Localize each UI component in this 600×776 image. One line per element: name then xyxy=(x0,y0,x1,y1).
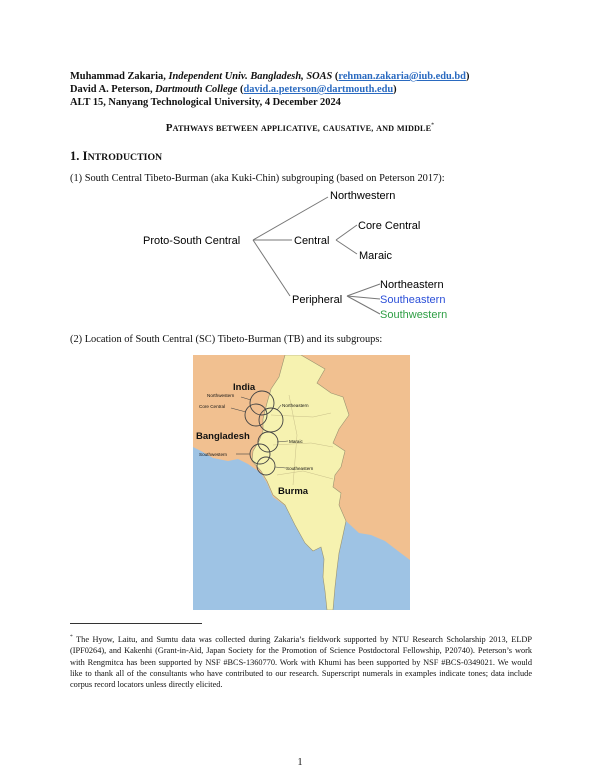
title-footnote-mark[interactable]: * xyxy=(431,122,435,129)
example-2-label: (2) Location of South Central (SC) Tibeto-Burman (TB) and its subgroups: xyxy=(70,334,383,345)
page-number: 1 xyxy=(297,757,303,768)
footnote-mark: * xyxy=(70,634,73,640)
map-label-maraic: Maraic xyxy=(289,439,303,444)
tree-edge-central-corecentral xyxy=(336,225,357,240)
footnote xyxy=(70,632,532,691)
node-proto-south-central: Proto-South Central xyxy=(143,235,241,247)
map-label-bangladesh: Bangladesh xyxy=(196,431,250,442)
author-line-1: Muhammad Zakaria, Independent Univ. Bangladesh, SOAS (rehman.zakaria@iub.edu.bd) xyxy=(70,71,470,82)
map-label-northeastern: Northeastern xyxy=(282,403,309,408)
conference-line: ALT 15, Nanyang Technological University, 4 December 2024 xyxy=(70,97,341,108)
author-block xyxy=(70,70,540,109)
map-label-southwestern: Southwestern xyxy=(199,452,228,457)
map-label-northwestern: Northwestern xyxy=(207,393,235,398)
email-link-peterson[interactable]: david.a.peterson@dartmouth.edu xyxy=(243,84,394,95)
node-maraic: Maraic xyxy=(359,250,393,262)
paper-title xyxy=(70,122,530,134)
node-southwestern: Southwestern xyxy=(380,309,448,321)
author-line-2: David A. Peterson, Dartmouth College (david.a.peterson@dartmouth.edu) xyxy=(70,84,397,95)
node-northeastern: Northeastern xyxy=(380,279,444,291)
tree-edge-root-northwestern xyxy=(253,197,328,240)
footnote-text: The Hyow, Laitu, and Sumtu data was collected during Zakaria’s fieldwork supported by NTU Research Scholarship 2013, ELDP (IPF0264), and Kakenhi (Grant-in-Aid, Japan Society for the Promotion of Science Postdoctoral Fellowship, P20740). Peterson’s work with Rengmitca has been supported by NSF #BCS-1360770. Work with Khumi has been supported by NSF #BCS-0349021. We would like to thank all of the consultants who have contributed to our research. Superscript numerals in examples indicate tones; data include corpus record locators unless directly elicited. xyxy=(70,634,532,690)
paper-title-text: PATHWAYS BETWEEN APPLICATIVE, CAUSATIVE, AND MIDDLE xyxy=(165,122,432,134)
map-label-burma: Burma xyxy=(278,486,309,497)
location-map xyxy=(193,355,410,610)
section-heading-text: INTRODUCTION xyxy=(82,148,163,163)
tree-edge-root-peripheral xyxy=(253,240,290,296)
map-label-india: India xyxy=(233,382,256,393)
node-northwestern: Northwestern xyxy=(330,190,396,202)
tree-edge-peripheral-northeastern xyxy=(347,284,380,296)
node-central: Central xyxy=(294,235,330,247)
tree-edge-central-maraic xyxy=(336,240,357,254)
footnote-rule xyxy=(70,623,202,624)
node-southeastern: Southeastern xyxy=(380,294,446,306)
section-heading: 1. INTRODUCTION xyxy=(70,148,163,163)
email-link-zakaria[interactable]: rehman.zakaria@iub.edu.bd xyxy=(338,71,466,82)
map-label-southeastern: Southeastern xyxy=(286,466,314,471)
example-1-label: (1) South Central Tibeto-Burman (aka Kuki-Chin) subgrouping (based on Peterson 2017): xyxy=(70,173,445,184)
node-peripheral: Peripheral xyxy=(292,294,343,306)
map-label-core-central: Core Central xyxy=(199,404,226,409)
node-core-central: Core Central xyxy=(358,220,421,232)
subgrouping-tree xyxy=(140,184,480,324)
